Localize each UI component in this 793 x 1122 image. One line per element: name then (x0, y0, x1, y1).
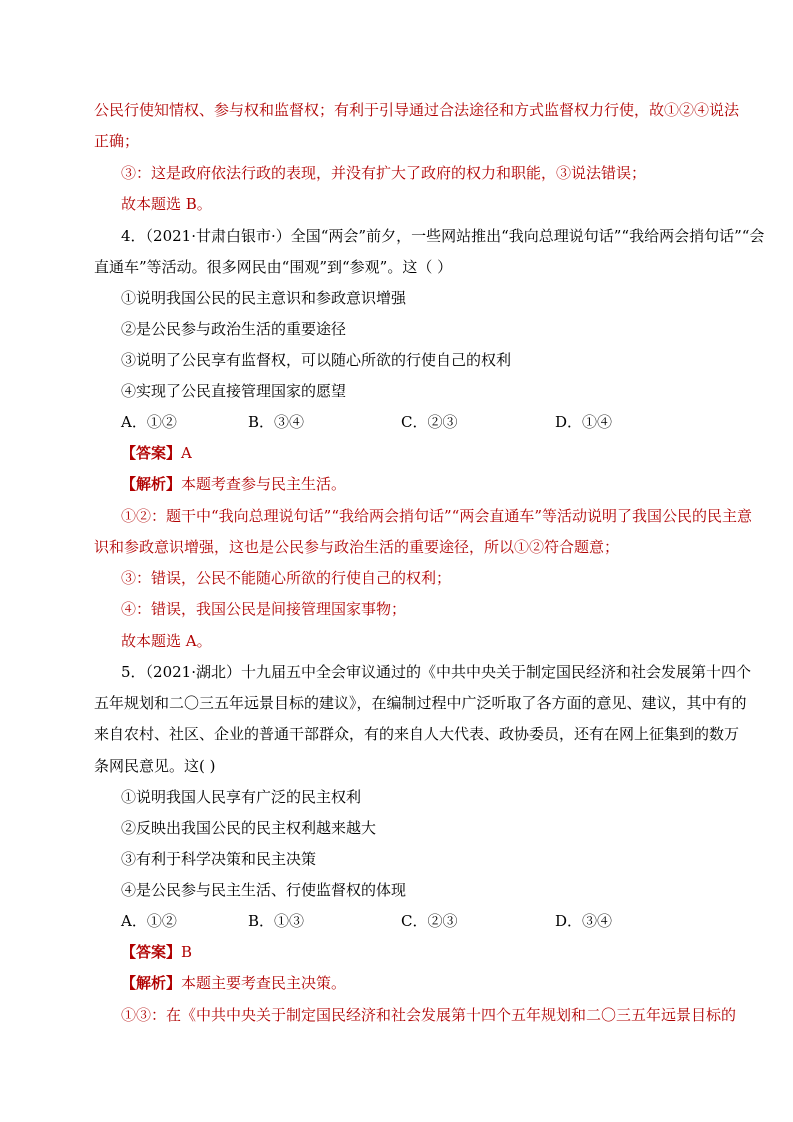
question-4-statement: ③说明了公民享有监督权，可以随心所欲的行使自己的权利 (121, 351, 512, 369)
question-4-option-a: A．①② (121, 413, 177, 431)
question-5-answer (121, 942, 192, 962)
analysis-text-line: 识和参政意识增强，这也是公民参与政治生活的重要途径，所以①②符合题意； (94, 538, 620, 556)
answer-tag: 【答案】 (121, 444, 182, 462)
question-5-stem: 5．（2021·湖北）十九届五中全会审议通过的《中共中央关于制定国民经济和社会发展第十四个 (121, 663, 751, 681)
answer-value: B (181, 943, 193, 961)
question-4-stem: 4．（2021·甘肃白银市·）全国“两会”前夕，一些网站推出“我向总理说句话”“我给两会捎句话”“会 (121, 227, 765, 245)
answer-value: A (181, 444, 192, 462)
question-4-option-b: B．③④ (248, 413, 305, 431)
question-4-stem: 直通车”等活动。很多网民由“围观”到“参观”。这（ ） (94, 258, 453, 276)
question-5-stem: 条网民意见。这( ) (94, 757, 216, 775)
question-4-option-d: D．①④ (555, 413, 613, 431)
analysis-tag: 【解析】 (121, 974, 182, 992)
question-4-statement: ②是公民参与政治生活的重要途径 (121, 320, 347, 338)
analysis-text-line: ③：错误，公民不能随心所欲的行使自己的权利； (121, 569, 452, 587)
question-5-option-c: C．②③ (401, 912, 458, 930)
analysis-text-line: ③：这是政府依法行政的表现，并没有扩大了政府的权力和职能，③说法错误； (121, 164, 647, 182)
question-5-option-b: B．①③ (248, 912, 305, 930)
question-5-option-a: A．①② (121, 912, 177, 930)
analysis-text-line: ④：错误，我国公民是间接管理国家事物； (121, 600, 407, 618)
question-5-statement: ②反映出我国公民的民主权利越来越大 (121, 819, 377, 837)
question-4-answer (121, 443, 192, 463)
answer-tag: 【答案】 (121, 943, 182, 961)
question-5-statement: ④是公民参与民主生活、行使监督权的体现 (121, 881, 407, 899)
analysis-text-line: 正确； (94, 132, 140, 150)
question-4-option-c: C．②③ (401, 413, 458, 431)
analysis-conclusion: 故本题选 B。 (121, 195, 212, 213)
analysis-summary: 本题主要考查民主决策。 (181, 974, 347, 992)
question-5-analysis (121, 973, 346, 993)
question-5-stem: 五年规划和二〇三五年远景目标的建议》，在编制过程中广泛听取了各方面的意见、建议，其中有的 (94, 694, 747, 712)
question-5-option-d: D．③④ (555, 912, 613, 930)
analysis-text-line: ①②：题干中“我向总理说句话”“我给两会捎句话”“两会直通车”等活动说明了我国公民的民主意 (121, 507, 753, 525)
question-5-statement: ①说明我国人民享有广泛的民主权利 (121, 788, 362, 806)
question-4-analysis (121, 474, 346, 494)
question-4-statement: ④实现了公民直接管理国家的愿望 (121, 382, 347, 400)
analysis-tag: 【解析】 (121, 475, 182, 493)
analysis-text-line: 公民行使知情权、参与权和监督权；有利于引导通过合法途径和方式监督权力行使，故①②④说法 (94, 101, 740, 119)
analysis-text-line: ①③：在《中共中央关于制定国民经济和社会发展第十四个五年规划和二〇三五年远景目标的 (121, 1006, 737, 1024)
question-4-statement: ①说明我国公民的民主意识和参政意识增强 (121, 289, 407, 307)
analysis-summary: 本题考查参与民主生活。 (181, 475, 347, 493)
question-5-statement: ③有利于科学决策和民主决策 (121, 850, 317, 868)
question-5-stem: 来自农村、社区、企业的普通干部群众，有的来自人大代表、政协委员，还有在网上征集到的数万 (94, 725, 740, 743)
analysis-conclusion: 故本题选 A。 (121, 632, 212, 650)
